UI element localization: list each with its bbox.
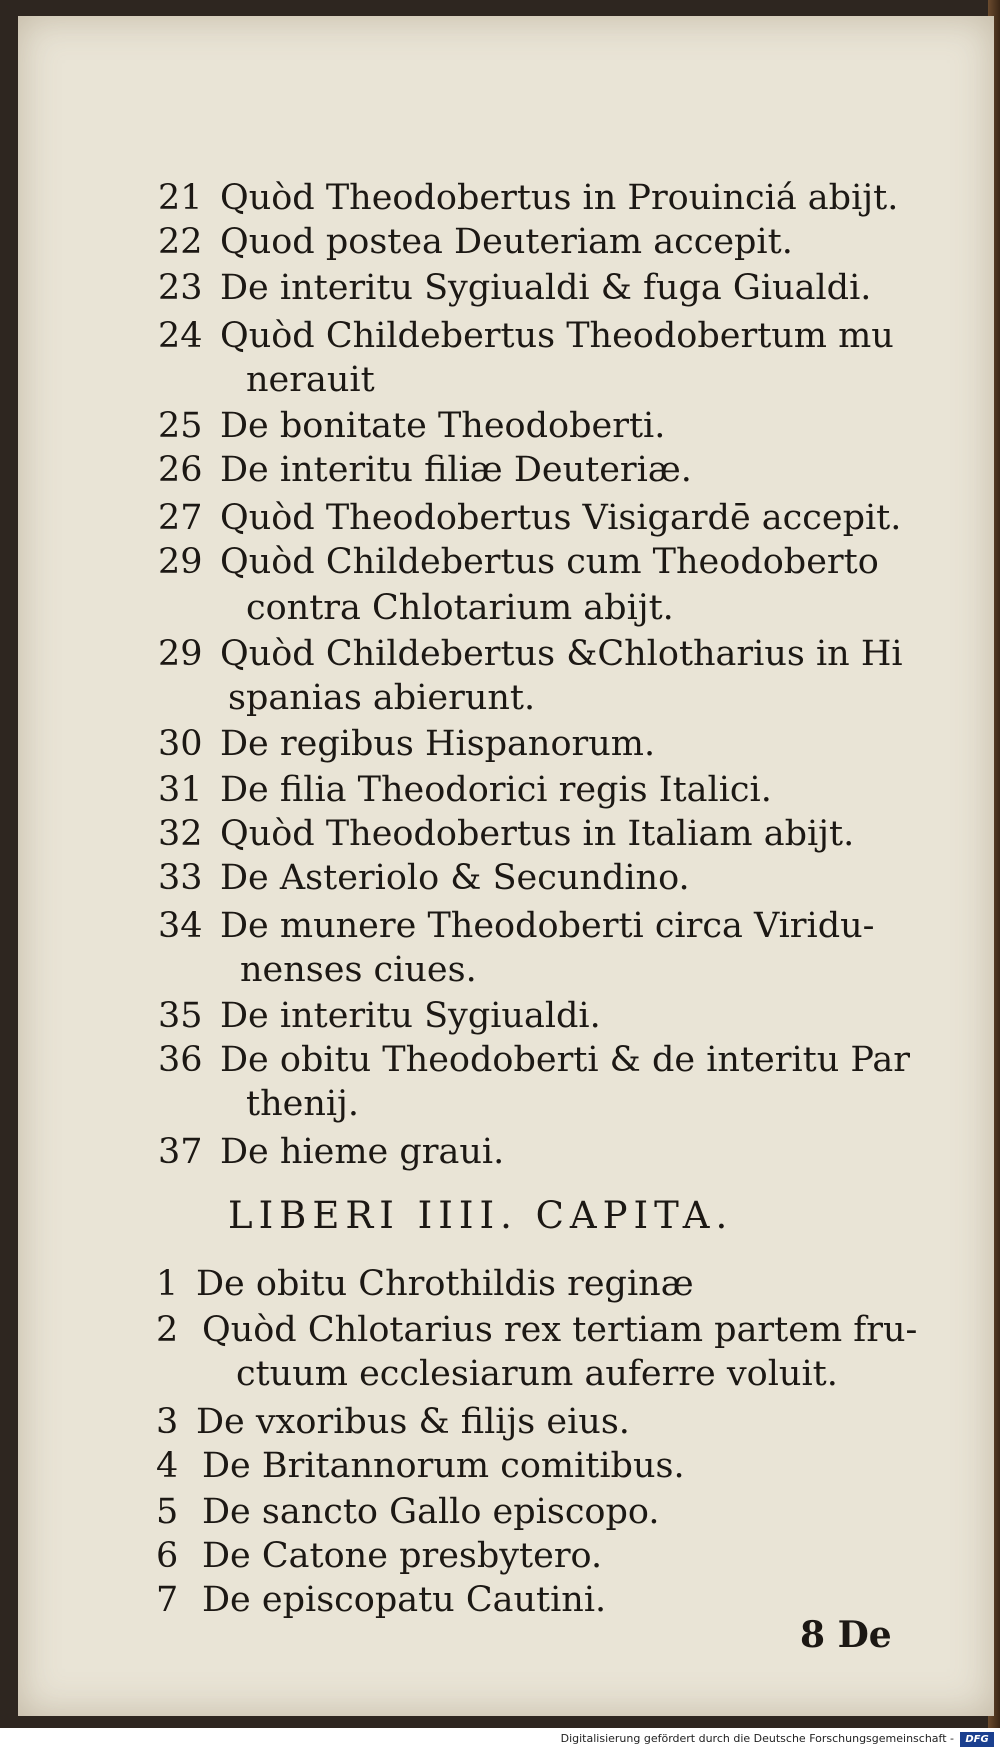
- chapter-entry: [158, 176, 898, 220]
- chapter-number: 27: [158, 498, 203, 538]
- chapter-number: 30: [158, 724, 203, 764]
- chapter-number: 37: [158, 1132, 203, 1172]
- chapter-title: De regibus Hispanorum.: [220, 724, 656, 764]
- chapter-continuation: thenij.: [246, 1084, 360, 1124]
- dfg-logo-icon: DFG: [960, 1732, 994, 1747]
- chapter-title: Quòd Chlotarius rex tertiam partem fru-: [202, 1310, 918, 1350]
- chapter-entry: [156, 1400, 630, 1444]
- chapter-title: De filia Theodorici regis Italici.: [220, 770, 772, 810]
- chapter-title: De hieme graui.: [220, 1132, 505, 1172]
- chapter-number: 21: [158, 178, 203, 218]
- chapter-entry: [158, 856, 690, 900]
- chapter-title: De interitu filiæ Deuteriæ.: [220, 450, 692, 490]
- chapter-title: Quòd Theodobertus in Prouinciá abijt.: [220, 178, 899, 218]
- chapter-number: 4: [156, 1446, 179, 1486]
- chapter-title: Quod postea Deuteriam accepit.: [220, 222, 793, 262]
- chapter-title: De vxoribus & filijs eius.: [196, 1402, 630, 1442]
- chapter-continuation: contra Chlotarium abijt.: [246, 588, 674, 628]
- chapter-title: Quòd Childebertus cum Theodoberto: [220, 542, 879, 582]
- chapter-entry: [158, 632, 903, 676]
- chapter-title: Quòd Childebertus &Chlotharius in Hi: [220, 634, 903, 674]
- chapter-entry: [158, 404, 665, 448]
- chapter-title: De obitu Chrothildis reginæ: [196, 1264, 694, 1304]
- chapter-entry: [156, 1490, 659, 1534]
- chapter-entry: [156, 1262, 694, 1306]
- chapter-continuation: spanias abierunt.: [228, 678, 536, 718]
- chapter-number: 5: [156, 1492, 179, 1532]
- chapter-entry: [158, 994, 601, 1038]
- chapter-entry: [158, 1038, 910, 1082]
- chapter-title: Quòd Childebertus Theodobertum mu: [220, 316, 894, 356]
- chapter-title: Quòd Theodobertus in Italiam abijt.: [220, 814, 855, 854]
- funding-credit: Digitalisierung gefördert durch die Deutsche Forschungsgemeinschaft -: [560, 1732, 954, 1745]
- chapter-title: Quòd Theodobertus Visigardē accepit.: [220, 498, 902, 538]
- chapter-title: De interitu Sygiualdi & fuga Giualdi.: [220, 268, 872, 308]
- chapter-title: De sancto Gallo episcopo.: [202, 1492, 660, 1532]
- chapter-entry: [156, 1534, 602, 1578]
- chapter-title: De Asteriolo & Secundino.: [220, 858, 690, 898]
- chapter-entry: [158, 266, 871, 310]
- chapter-title: De Britannorum comitibus.: [202, 1446, 685, 1486]
- chapter-entry: [158, 812, 854, 856]
- chapter-number: 7: [156, 1580, 179, 1620]
- chapter-entry: [158, 448, 692, 492]
- chapter-number: 1: [156, 1264, 179, 1304]
- chapter-number: 3: [156, 1402, 179, 1442]
- chapter-entry: [158, 540, 879, 584]
- chapter-entry: [156, 1578, 606, 1622]
- chapter-number: 26: [158, 450, 203, 490]
- chapter-number: 6: [156, 1536, 179, 1576]
- chapter-title: De Catone presbytero.: [202, 1536, 603, 1576]
- chapter-number: 32: [158, 814, 203, 854]
- chapter-number: 23: [158, 268, 203, 308]
- chapter-number: 2: [156, 1310, 179, 1350]
- chapter-entry: [158, 904, 875, 948]
- chapter-number: 35: [158, 996, 203, 1036]
- chapter-number: 25: [158, 406, 203, 446]
- chapter-number: 36: [158, 1040, 203, 1080]
- chapter-entry: [158, 314, 894, 358]
- chapter-continuation: nenses ciues.: [240, 950, 477, 990]
- chapter-list: [18, 16, 994, 1716]
- chapter-entry: [156, 1308, 917, 1352]
- book-page: [18, 16, 994, 1716]
- chapter-continuation: nerauit: [246, 360, 375, 400]
- catchword: 8 De: [800, 1614, 892, 1656]
- chapter-title: De interitu Sygiualdi.: [220, 996, 601, 1036]
- chapter-title: De episcopatu Cautini.: [202, 1580, 607, 1620]
- chapter-number: 29: [158, 542, 203, 582]
- chapter-title: De obitu Theodoberti & de interitu Par: [220, 1040, 910, 1080]
- chapter-number: 34: [158, 906, 203, 946]
- chapter-number: 31: [158, 770, 203, 810]
- chapter-entry: [156, 1444, 685, 1488]
- book-heading: LIBERI IIII. CAPITA.: [228, 1194, 734, 1237]
- chapter-number: 24: [158, 316, 203, 356]
- footer-bar: [0, 1728, 1000, 1752]
- chapter-number: 29: [158, 634, 203, 674]
- chapter-entry: [158, 722, 655, 766]
- chapter-number: 33: [158, 858, 203, 898]
- chapter-entry: [158, 768, 772, 812]
- chapter-number: 22: [158, 222, 203, 262]
- chapter-title: De munere Theodoberti circa Viridu-: [220, 906, 875, 946]
- chapter-entry: [158, 220, 793, 264]
- chapter-entry: [158, 496, 901, 540]
- chapter-title: De bonitate Theodoberti.: [220, 406, 666, 446]
- chapter-entry: [158, 1130, 504, 1174]
- chapter-continuation: ctuum ecclesiarum auferre voluit.: [236, 1354, 838, 1394]
